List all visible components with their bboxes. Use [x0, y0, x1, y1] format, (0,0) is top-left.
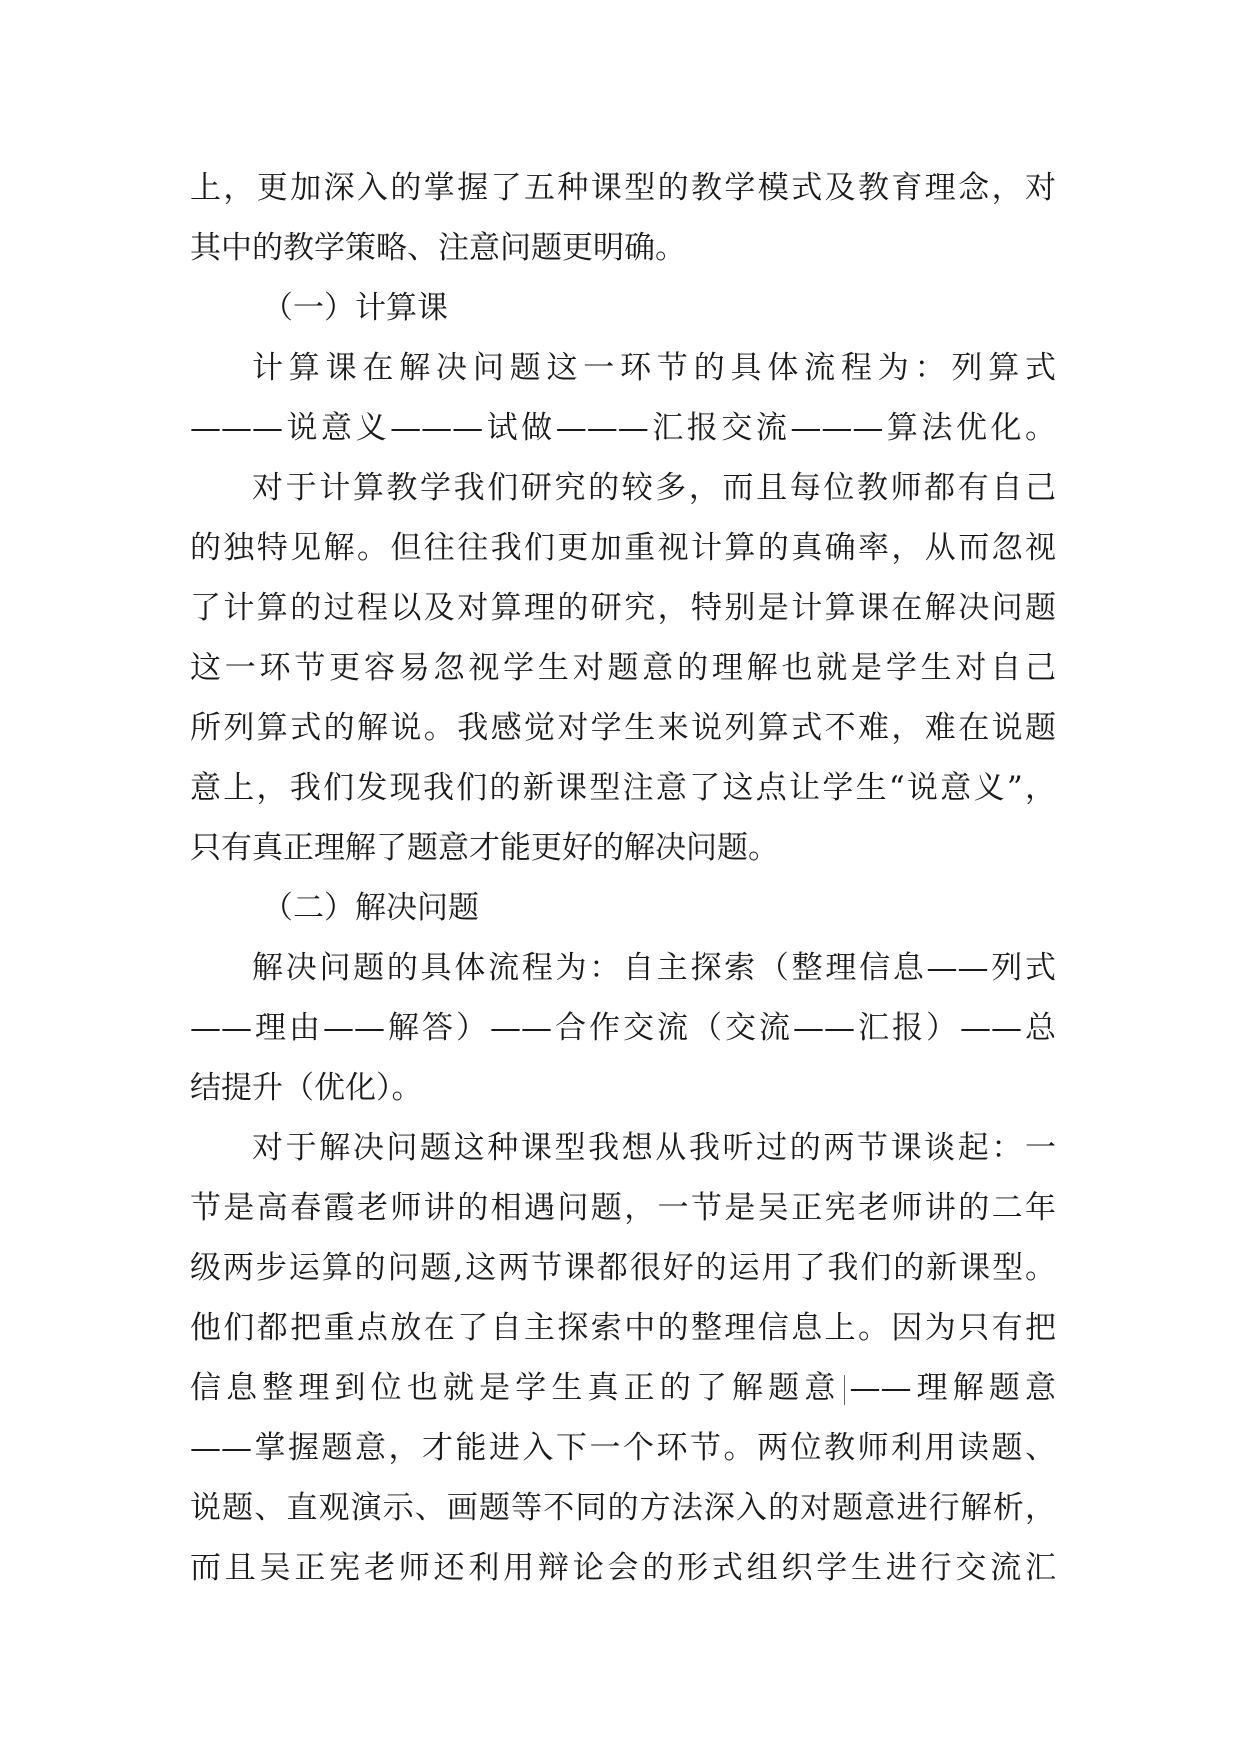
paragraph-line: 所列算式的解说。我感觉对学生来说列算式不难，难在说题	[190, 710, 1056, 746]
paragraph-line: ———说意义———试做———汇报交流———算法优化。	[190, 410, 1056, 446]
paragraph-line: 了计算的过程以及对算理的研究，特别是计算课在解决问题	[190, 590, 1056, 626]
paragraph-line-part: ——理解题意	[849, 1370, 1056, 1406]
section-heading-problem-solving: （二）解决问题	[262, 890, 479, 926]
text-cursor-icon	[844, 1375, 845, 1405]
paragraph-line-part: 信息整理到位也就是学生真正的了解题意	[190, 1370, 841, 1406]
paragraph-line: 他们都把重点放在了自主探索中的整理信息上。因为只有把	[190, 1310, 1056, 1346]
paragraph-line	[190, 1358, 1056, 1418]
paragraph-line: 计算课在解决问题这一环节的具体流程为：列算式	[252, 350, 1056, 386]
document-page	[190, 158, 1056, 1598]
paragraph-line: 意上，我们发现我们的新课型注意了这点让学生“说意义”，	[190, 770, 1056, 806]
paragraph-line: 这一环节更容易忽视学生对题意的理解也就是学生对自己	[190, 650, 1056, 686]
paragraph-line: 只有真正理解了题意才能更好的解决问题。	[190, 830, 779, 866]
section-heading-calculation: （一）计算课	[262, 290, 448, 326]
paragraph-line: 说题、直观演示、画题等不同的方法深入的对题意进行解析，	[190, 1490, 1056, 1526]
paragraph-line: 而且吴正宪老师还利用辩论会的形式组织学生进行交流汇	[190, 1550, 1056, 1586]
paragraph-line: 的独特见解。但往往我们更加重视计算的真确率，从而忽视	[190, 530, 1056, 566]
paragraph-line: 对于计算教学我们研究的较多，而且每位教师都有自己	[252, 470, 1056, 506]
paragraph-line: ——掌握题意，才能进入下一个环节。两位教师利用读题、	[190, 1430, 1056, 1466]
paragraph-line: 节是高春霞老师讲的相遇问题，一节是吴正宪老师讲的二年	[190, 1190, 1056, 1226]
paragraph-line: 上，更加深入的掌握了五种课型的教学模式及教育理念，对	[190, 170, 1056, 206]
paragraph-line: ——理由——解答）——合作交流（交流——汇报）——总	[190, 1010, 1056, 1046]
paragraph-line: 级两步运算的问题,这两节课都很好的运用了我们的新课型。	[190, 1250, 1056, 1286]
paragraph-line: 结提升（优化）。	[190, 1070, 423, 1106]
paragraph-line: 对于解决问题这种课型我想从我听过的两节课谈起：一	[252, 1130, 1056, 1166]
paragraph-line: 解决问题的具体流程为：自主探索（整理信息——列式	[252, 950, 1056, 986]
paragraph-line: 其中的教学策略、注意问题更明确。	[190, 230, 686, 266]
